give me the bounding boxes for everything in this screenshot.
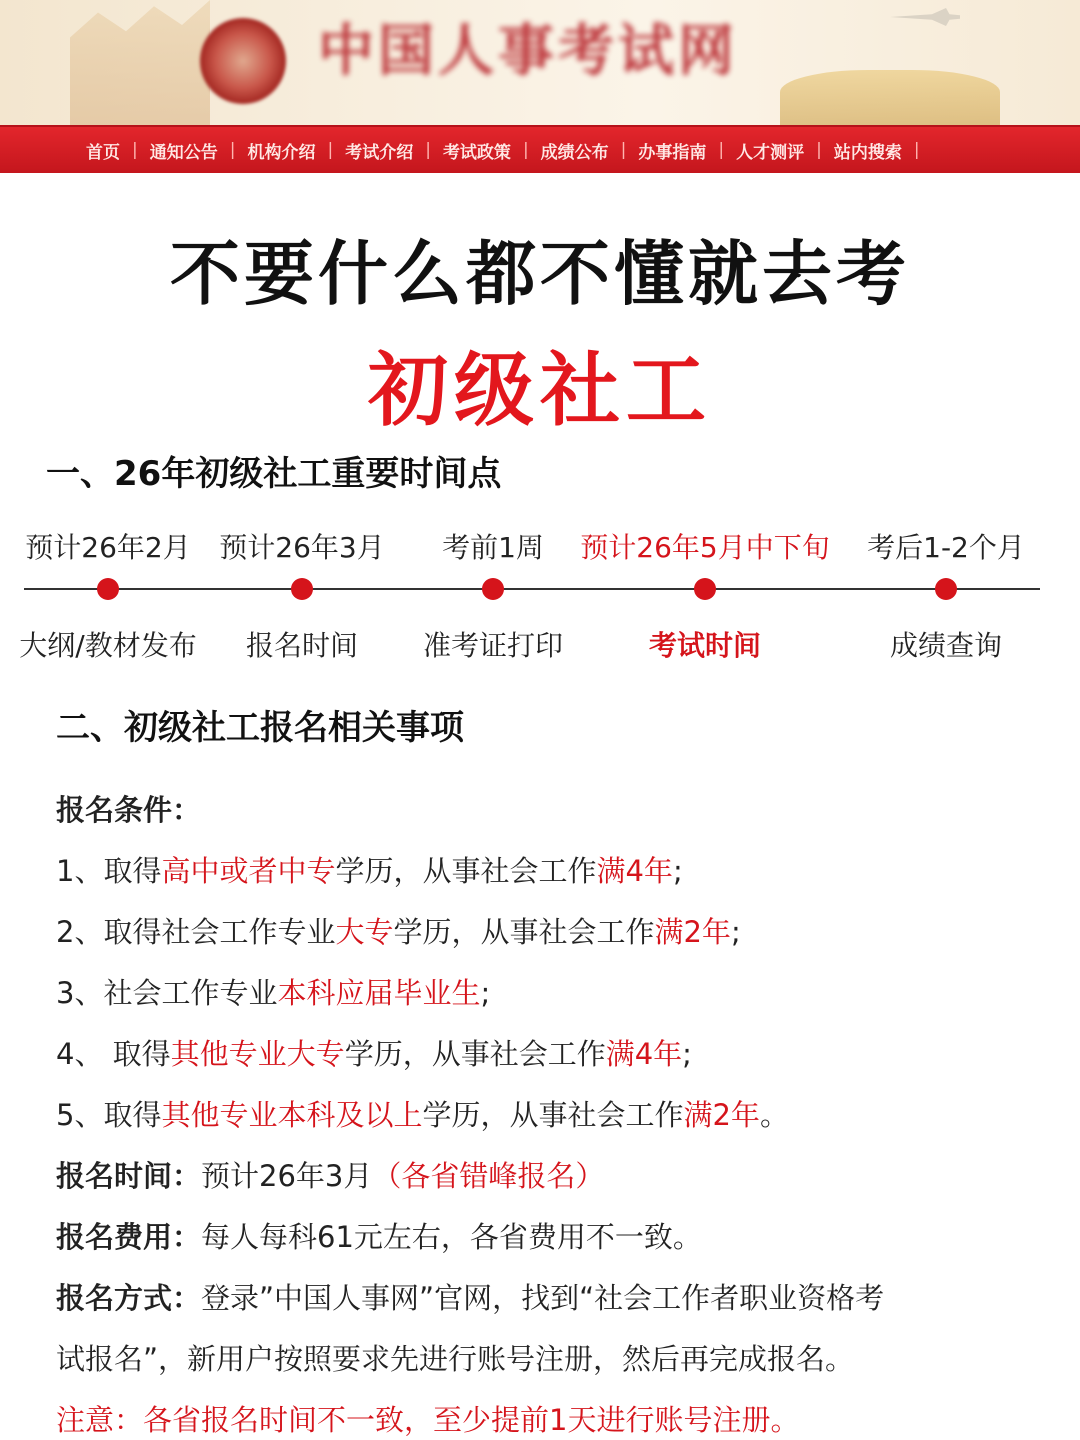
timeline-dot bbox=[694, 578, 716, 600]
timeline-event: 报名时间 bbox=[245, 629, 359, 662]
condition-item-4: 4、 取得其他专业大专学历，从事社会工作满4年; bbox=[56, 1037, 692, 1071]
registration-details bbox=[56, 780, 1046, 1440]
notice-text: 注意：各省报名时间不一致，至少提前1天进行账号注册。 bbox=[56, 1403, 800, 1437]
registration-method: 报名方式：登录”中国人事网”官网，找到“社会工作者职业资格考 bbox=[56, 1281, 885, 1315]
timeline-axis bbox=[24, 588, 1040, 590]
registration-time: 报名时间：预计26年3月（各省错峰报名） bbox=[56, 1159, 605, 1193]
nav-item-exam-intro[interactable]: 考试介绍 | bbox=[345, 140, 431, 163]
nav-item-notices[interactable]: 通知公告 | bbox=[149, 140, 236, 163]
timeline-date: 预计26年2月 bbox=[25, 531, 191, 564]
header-banner bbox=[0, 0, 1080, 125]
page-subtitle: 初级社工 bbox=[368, 344, 712, 437]
site-name: 中国人事考试网 bbox=[318, 19, 738, 84]
registration-method-cont: 试报名”，新用户按照要求先进行账号注册，然后再完成报名。 bbox=[56, 1342, 855, 1376]
timeline-event: 考试时间 bbox=[648, 629, 762, 662]
timeline-date: 预计26年3月 bbox=[219, 531, 385, 564]
timeline-date: 预计26年5月中下旬 bbox=[580, 531, 830, 564]
site-emblem-icon bbox=[200, 18, 286, 104]
nav-item-guide[interactable]: 办事指南 | bbox=[638, 140, 725, 163]
great-wall-decoration bbox=[70, 0, 210, 125]
section-heading-registration: 二、初级社工报名相关事项 bbox=[56, 708, 464, 748]
timeline-event: 成绩查询 bbox=[889, 629, 1003, 662]
condition-item-3: 3、社会工作专业本科应届毕业生; bbox=[56, 976, 491, 1010]
nav-item-home[interactable]: 首页 | bbox=[86, 140, 138, 163]
condition-item-5: 5、取得其他专业本科及以上学历，从事社会工作满2年。 bbox=[56, 1098, 789, 1132]
nav-item-about[interactable]: 机构介绍 | bbox=[247, 140, 334, 163]
timeline-dot bbox=[97, 578, 119, 600]
nav-item-search[interactable]: 站内搜索 | bbox=[833, 140, 920, 163]
condition-item-2: 2、取得社会工作专业大专学历，从事社会工作满2年; bbox=[56, 915, 741, 949]
timeline-date: 考前1周 bbox=[442, 531, 544, 564]
page-title: 不要什么都不懂就去考 bbox=[170, 233, 910, 315]
timeline-event: 大纲/教材发布 bbox=[19, 629, 197, 662]
registration-fee: 报名费用：每人每科61元左右，各省费用不一致。 bbox=[56, 1220, 702, 1254]
timeline-date: 考后1-2个月 bbox=[867, 531, 1025, 564]
condition-item-1: 1、取得高中或者中专学历，从事社会工作满4年; bbox=[56, 854, 683, 888]
conditions-label: 报名条件： bbox=[56, 793, 202, 827]
timeline-dot bbox=[291, 578, 313, 600]
nav-bar bbox=[0, 125, 1080, 173]
nav-item-assessment[interactable]: 人才测评 | bbox=[736, 140, 822, 163]
timeline-event: 准考证打印 bbox=[422, 629, 564, 662]
airplane-decoration bbox=[890, 8, 960, 26]
nav-item-exam-policy[interactable]: 考试政策 | bbox=[442, 140, 529, 163]
nav-item-scores[interactable]: 成绩公布 | bbox=[540, 140, 627, 163]
timeline-dot bbox=[935, 578, 957, 600]
timeline bbox=[0, 520, 1080, 670]
timeline-dot bbox=[482, 578, 504, 600]
field-decoration bbox=[780, 70, 1000, 125]
section-heading-timeline: 一、26年初级社工重要时间点 bbox=[46, 454, 502, 494]
